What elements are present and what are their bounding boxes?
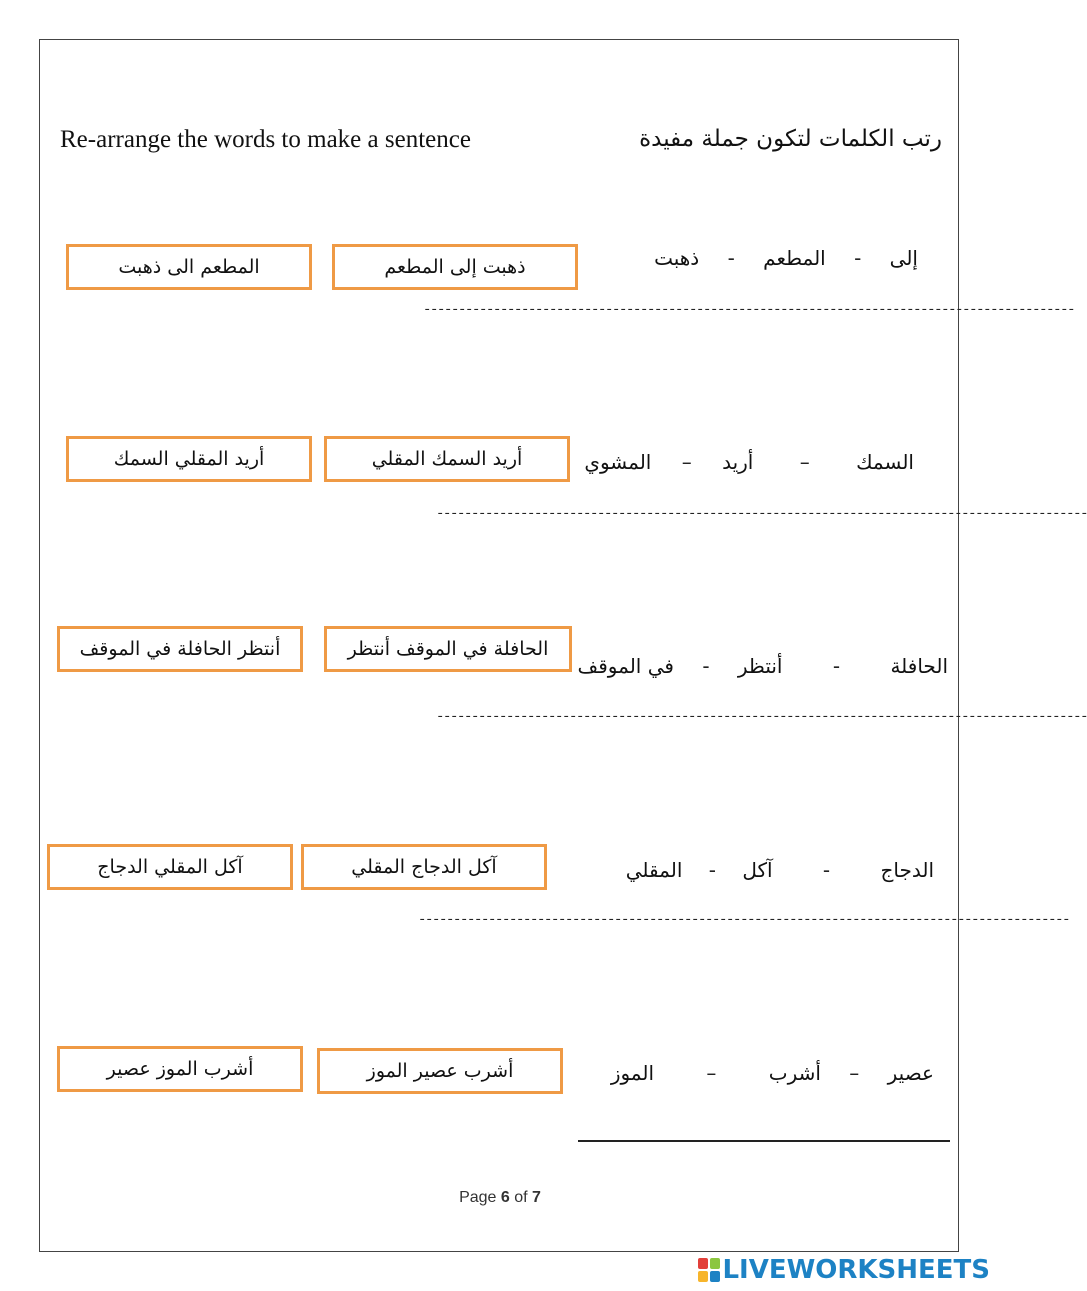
answer-line-2: --------------------------------------------------------------------------------------------- [436, 506, 1087, 522]
word: الدجاج [880, 858, 934, 882]
answer-option-2b[interactable]: أريد المقلي السمك [66, 436, 312, 482]
instruction-english: Re-arrange the words to make a sentence [60, 126, 471, 153]
separator: - [854, 246, 862, 270]
question-3-words [578, 654, 948, 678]
word: أشرب [768, 1061, 821, 1085]
separator: – [681, 450, 692, 474]
answer-option-5a[interactable]: أشرب عصير الموز [317, 1048, 563, 1094]
separator: - [708, 858, 716, 882]
word: إلى [889, 246, 918, 270]
separator: - [727, 246, 735, 270]
word: أريد [722, 450, 754, 474]
word: المطعم [763, 246, 826, 270]
answer-option-3a[interactable]: الحافلة في الموقف أنتظر [324, 626, 572, 672]
logo-icon [698, 1258, 720, 1282]
word: المشوي [584, 450, 652, 474]
answer-line-4: --------------------------------------------------------------------------------------------- [418, 912, 1070, 928]
answer-option-2a[interactable]: أريد السمك المقلي [324, 436, 570, 482]
page-of: of [509, 1189, 533, 1206]
answer-option-5b[interactable]: أشرب الموز عصير [57, 1046, 303, 1092]
answer-option-1a[interactable]: ذهبت إلى المطعم [332, 244, 578, 290]
word: عصير [887, 1061, 934, 1085]
answer-line-5 [578, 1140, 950, 1142]
separator: - [702, 654, 710, 678]
page-number [0, 1189, 1000, 1207]
word: الموز [610, 1061, 655, 1085]
separator: - [822, 858, 831, 882]
question-2-words [584, 450, 914, 474]
liveworksheets-logo [698, 1255, 990, 1285]
page-current: 6 [500, 1189, 510, 1206]
answer-option-4a[interactable]: آكل الدجاج المقلي [301, 844, 547, 890]
logo-text: LIVEWORKSHEETS [722, 1255, 990, 1285]
separator: – [849, 1061, 860, 1085]
instruction-arabic: رتب الكلمات لتكون جملة مفيدة [639, 126, 942, 152]
word: في الموقف [577, 654, 674, 678]
answer-line-3: --------------------------------------------------------------------------------------------- [436, 709, 1087, 725]
word: السمك [856, 450, 914, 474]
word: المقلي [625, 858, 683, 882]
word: آكل [742, 858, 773, 882]
separator: – [799, 450, 810, 474]
answer-line-1: --------------------------------------------------------------------------------------------- [423, 302, 1075, 318]
question-5-words [611, 1061, 934, 1085]
answer-option-1b[interactable]: المطعم الى ذهبت [66, 244, 312, 290]
question-1-words [654, 246, 918, 270]
word: الحافلة [890, 654, 948, 678]
separator: - [832, 654, 841, 678]
answer-option-4b[interactable]: آكل المقلي الدجاج [47, 844, 293, 890]
word: أنتظر [737, 654, 783, 678]
page-label: Page [459, 1189, 501, 1206]
page-total: 7 [532, 1189, 541, 1206]
question-4-words [626, 858, 934, 882]
word: ذهبت [654, 246, 700, 270]
answer-option-3b[interactable]: أنتظر الحافلة في الموقف [57, 626, 303, 672]
separator: – [706, 1061, 717, 1085]
